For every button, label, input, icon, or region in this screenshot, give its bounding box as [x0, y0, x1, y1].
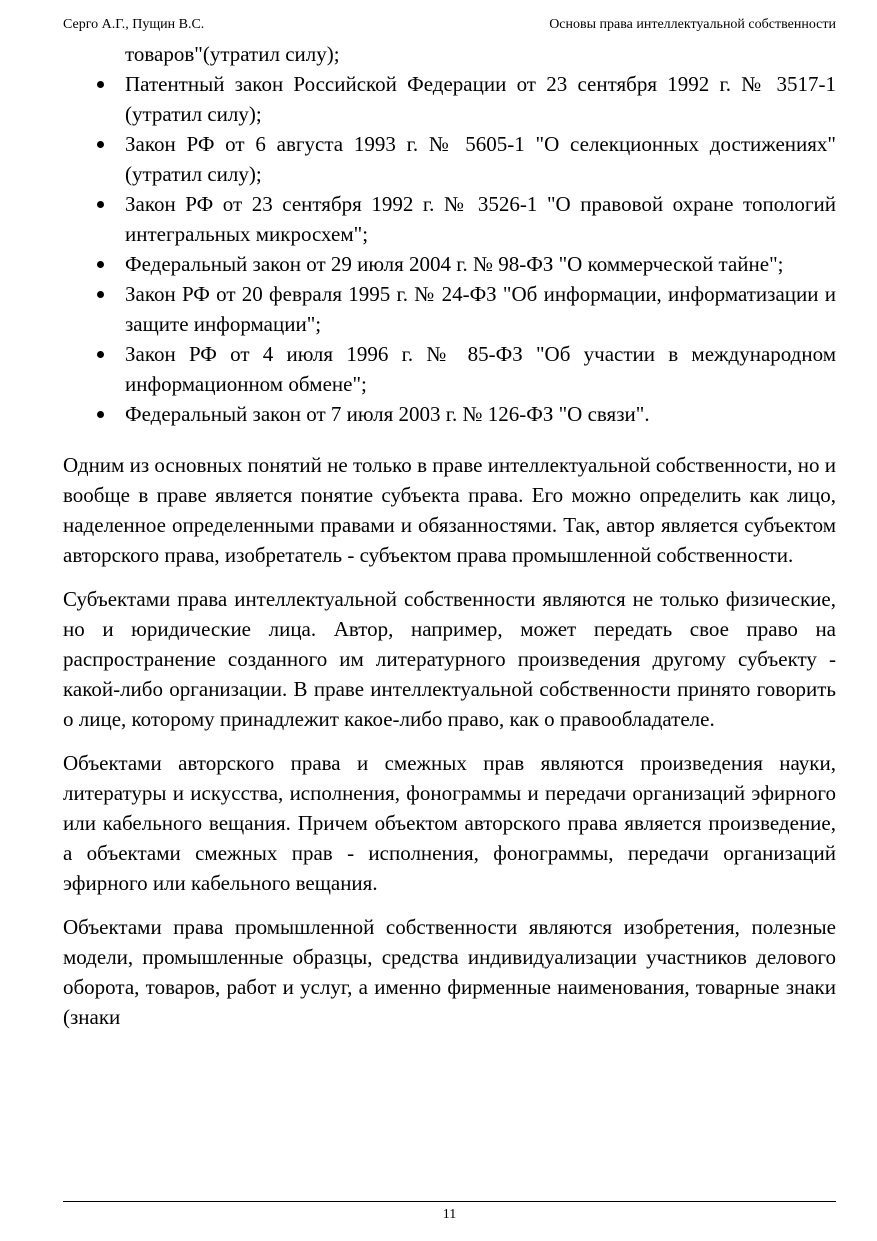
- bullet-icon: [97, 81, 104, 88]
- header-authors: Серго А.Г., Пущин В.С.: [63, 17, 205, 32]
- list-item: [63, 69, 836, 129]
- list-item: [63, 399, 836, 429]
- bullet-icon: [97, 141, 104, 148]
- header-book-title: Основы права интеллектуальной собственности: [549, 17, 836, 32]
- list-item: [63, 249, 836, 279]
- list-item-text: Патентный закон Российской Федерации от 23 сентября 1992 г. № 3517-1 (утратил силу);: [125, 72, 836, 126]
- page-content: [63, 39, 836, 1032]
- list-item-text: Закон РФ от 23 сентября 1992 г. № 3526-1 "О правовой охране топологий интегральных микросхем";: [125, 192, 836, 246]
- page-number: 11: [442, 1207, 457, 1222]
- paragraph-subjects-ip: Субъектами права интеллектуальной собственности являются не только физические, но и юридические лица. Автор, например, может передать свое право на распространение созданного им литературного произведения другому субъекту - какой-либо организации. В праве интеллектуальной собственности принято говорить о лице, которому принадлежит какое-либо право, как о правообладателе.: [63, 587, 836, 731]
- law-list: [63, 69, 836, 429]
- list-item: [63, 189, 836, 249]
- list-item: [63, 129, 836, 189]
- list-item-text: Закон РФ от 4 июля 1996 г. № 85-ФЗ "Об участии в международном информационном обмене";: [125, 342, 836, 396]
- list-item-continuation: товаров"(утратил силу);: [125, 42, 340, 66]
- list-item-text: Закон РФ от 6 августа 1993 г. № 5605-1 "О селекционных достижениях" (утратил силу);: [125, 132, 836, 186]
- bullet-icon: [97, 351, 104, 358]
- list-item-text: Федеральный закон от 7 июля 2003 г. № 126-ФЗ "О связи".: [125, 402, 650, 426]
- list-item: [63, 279, 836, 339]
- list-item-text: Федеральный закон от 29 июля 2004 г. № 98-ФЗ "О коммерческой тайне";: [125, 252, 784, 276]
- paragraph-objects-industrial: Объектами права промышленной собственности являются изобретения, полезные модели, промышленные образцы, средства индивидуализации участников делового оборота, товаров, работ и услуг, а именно фирменные наименования, товарные знаки (знаки: [63, 915, 836, 1029]
- bullet-icon: [97, 291, 104, 298]
- paragraph-subject-of-law: Одним из основных понятий не только в праве интеллектуальной собственности, но и вообще в праве является понятие субъекта права. Его можно определить как лицо, наделенное определенными правами и обязанностями. Так, автор является субъектом авторского права, изобретатель - субъектом права промышленной собственности.: [63, 453, 836, 567]
- bullet-icon: [97, 261, 104, 268]
- bullet-icon: [97, 201, 104, 208]
- list-item-text: Закон РФ от 20 февраля 1995 г. № 24-ФЗ "Об информации, информатизации и защите информации";: [125, 282, 836, 336]
- paragraph-objects-copyright: Объектами авторского права и смежных прав являются произведения науки, литературы и искусства, исполнения, фонограммы и передачи организаций эфирного или кабельного вещания. Причем объектом авторского права является произведение, а объектами смежных прав - исполнения, фонограммы, передачи организаций эфирного или кабельного вещания.: [63, 751, 836, 895]
- list-item: [63, 339, 836, 399]
- bullet-icon: [97, 411, 104, 418]
- running-header: [63, 16, 836, 34]
- footer-divider: [63, 1201, 836, 1202]
